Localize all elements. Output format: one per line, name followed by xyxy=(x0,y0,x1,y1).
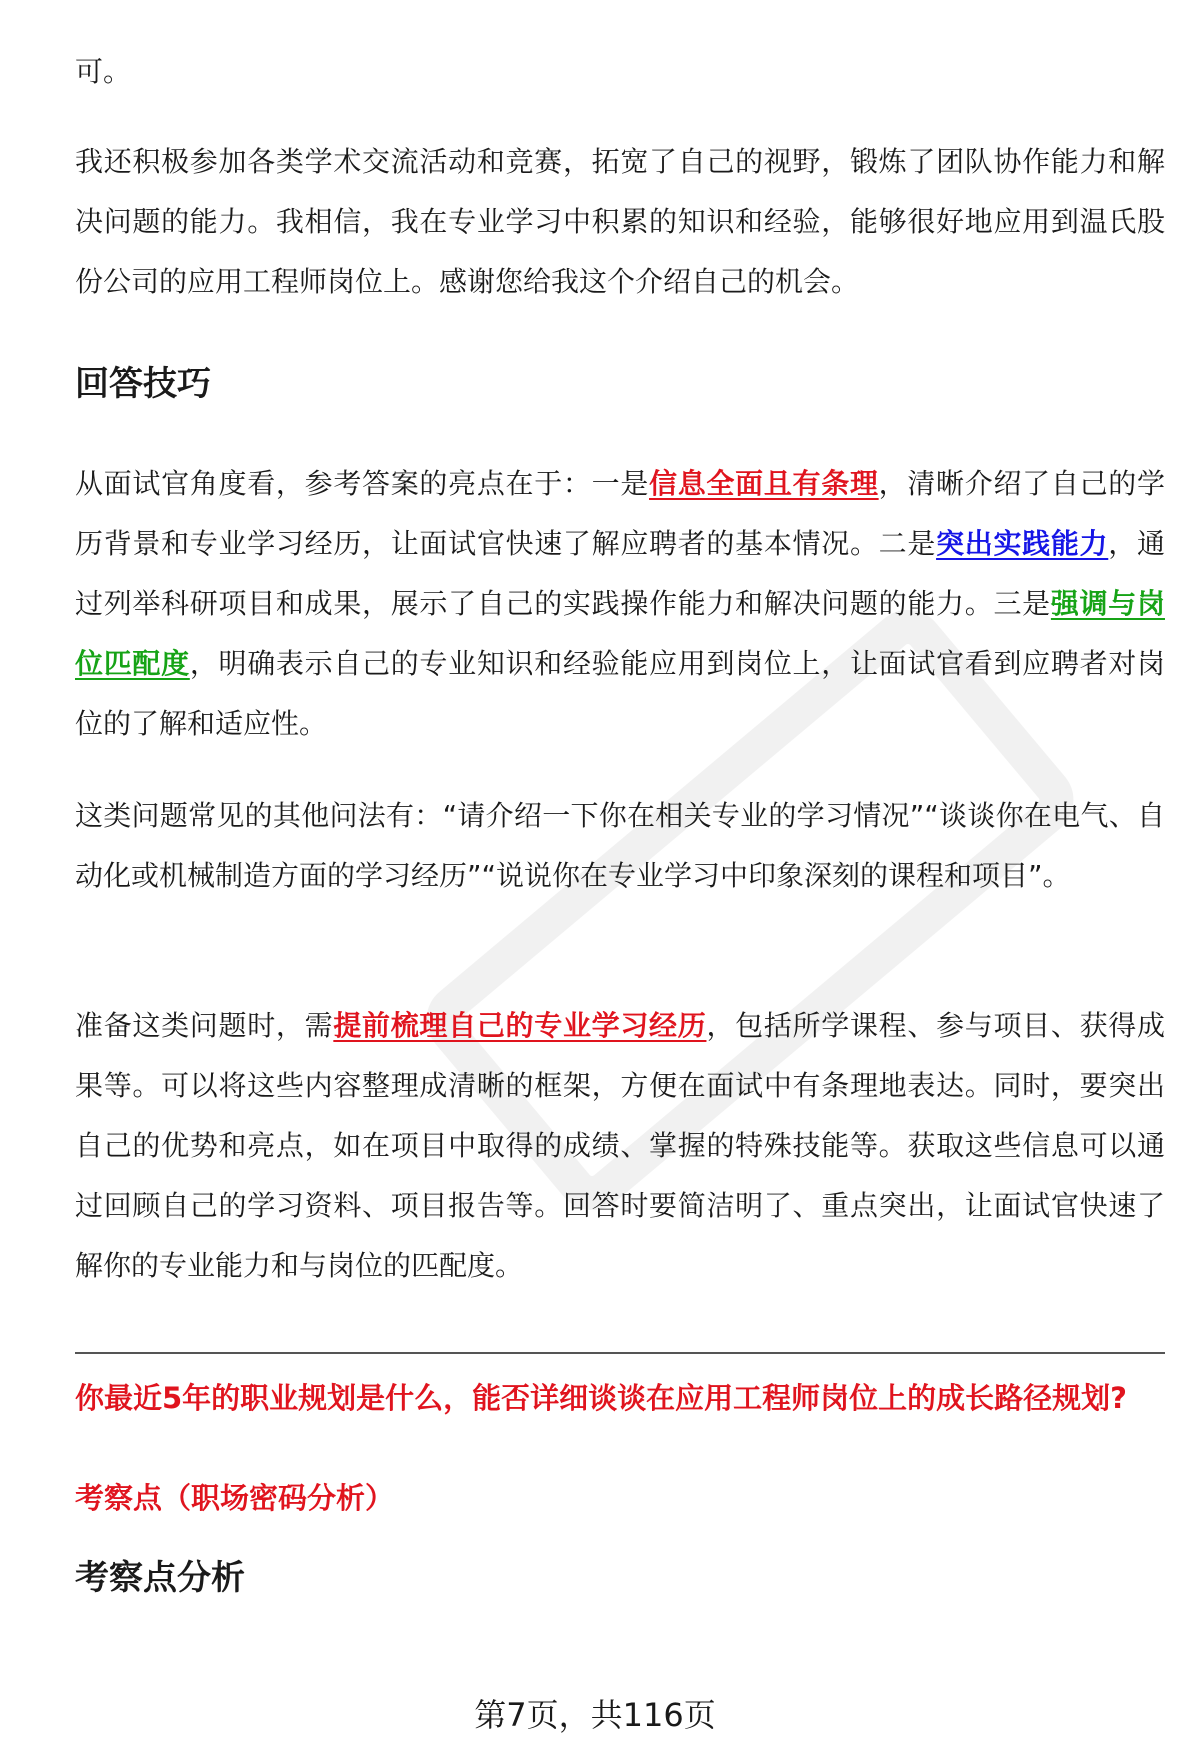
highlight-practice-ability: 突出实践能力 xyxy=(936,527,1109,560)
page-number: 第7页，共116页 xyxy=(474,1696,716,1734)
section-divider xyxy=(75,1352,1165,1354)
heading-answer-tips: 回答技巧 xyxy=(75,364,211,404)
paragraph-tips xyxy=(75,454,1165,754)
prep-text-2: ，包括所学课程、参与项目、获得成果等。可以将这些内容整理成清晰的框架，方便在面试中有条理地表达。同时，要突出自己的优势和亮点，如在项目中取得的成绩、掌握的特殊技能等。获取这些信息可以通过回顾自己的学习资料、项目报告等。回答时要简洁明了、重点突出，让面试官快速了解你的专业能力和与岗位的匹配度。 xyxy=(75,1009,1165,1282)
highlight-info-complete: 信息全面且有条理 xyxy=(649,467,879,500)
examination-point-label: 考察点（职场密码分析） xyxy=(75,1481,395,1515)
paragraph-preparation xyxy=(75,996,1165,1296)
paragraph-other-questions: 这类问题常见的其他问法有：“请介绍一下你在相关专业的学习情况”“谈谈你在电气、自动化或机械制造方面的学习经历”“说说你在专业学习中印象深刻的课程和项目”。 xyxy=(75,799,1165,892)
paragraph-activities: 我还积极参加各类学术交流活动和竞赛，拓宽了自己的视野，锻炼了团队协作能力和解决问题的能力。我相信，我在专业学习中积累的知识和经验，能够很好地应用到温氏股份公司的应用工程师岗位上。感谢您给我这个介绍自己的机会。 xyxy=(75,145,1165,298)
tips-text-4: ，明确表示自己的专业知识和经验能应用到岗位上，让面试官看到应聘者对岗位的了解和适应性。 xyxy=(75,647,1165,740)
highlight-job-match: 强调与岗位匹配度 xyxy=(75,587,1165,680)
tips-text-1: 从面试官角度看，参考答案的亮点在于：一是 xyxy=(75,467,650,500)
highlight-sort-experience: 提前梳理自己的专业学习经历 xyxy=(333,1009,707,1042)
tips-text-2: ，清晰介绍了自己的学历背景和专业学习经历，让面试官快速了解应聘者的基本情况。二是 xyxy=(75,467,1165,560)
interview-question: 你最近5年的职业规划是什么，能否详细谈谈在应用工程师岗位上的成长路径规划? xyxy=(75,1381,1128,1415)
prep-text-1: 准备这类问题时，需 xyxy=(75,1009,334,1042)
paragraph-continued: 可。 xyxy=(75,55,132,88)
heading-examination-analysis: 考察点分析 xyxy=(75,1558,245,1598)
tips-text-3: ，通过列举科研项目和成果，展示了自己的实践操作能力和解决问题的能力。三是 xyxy=(75,527,1165,620)
